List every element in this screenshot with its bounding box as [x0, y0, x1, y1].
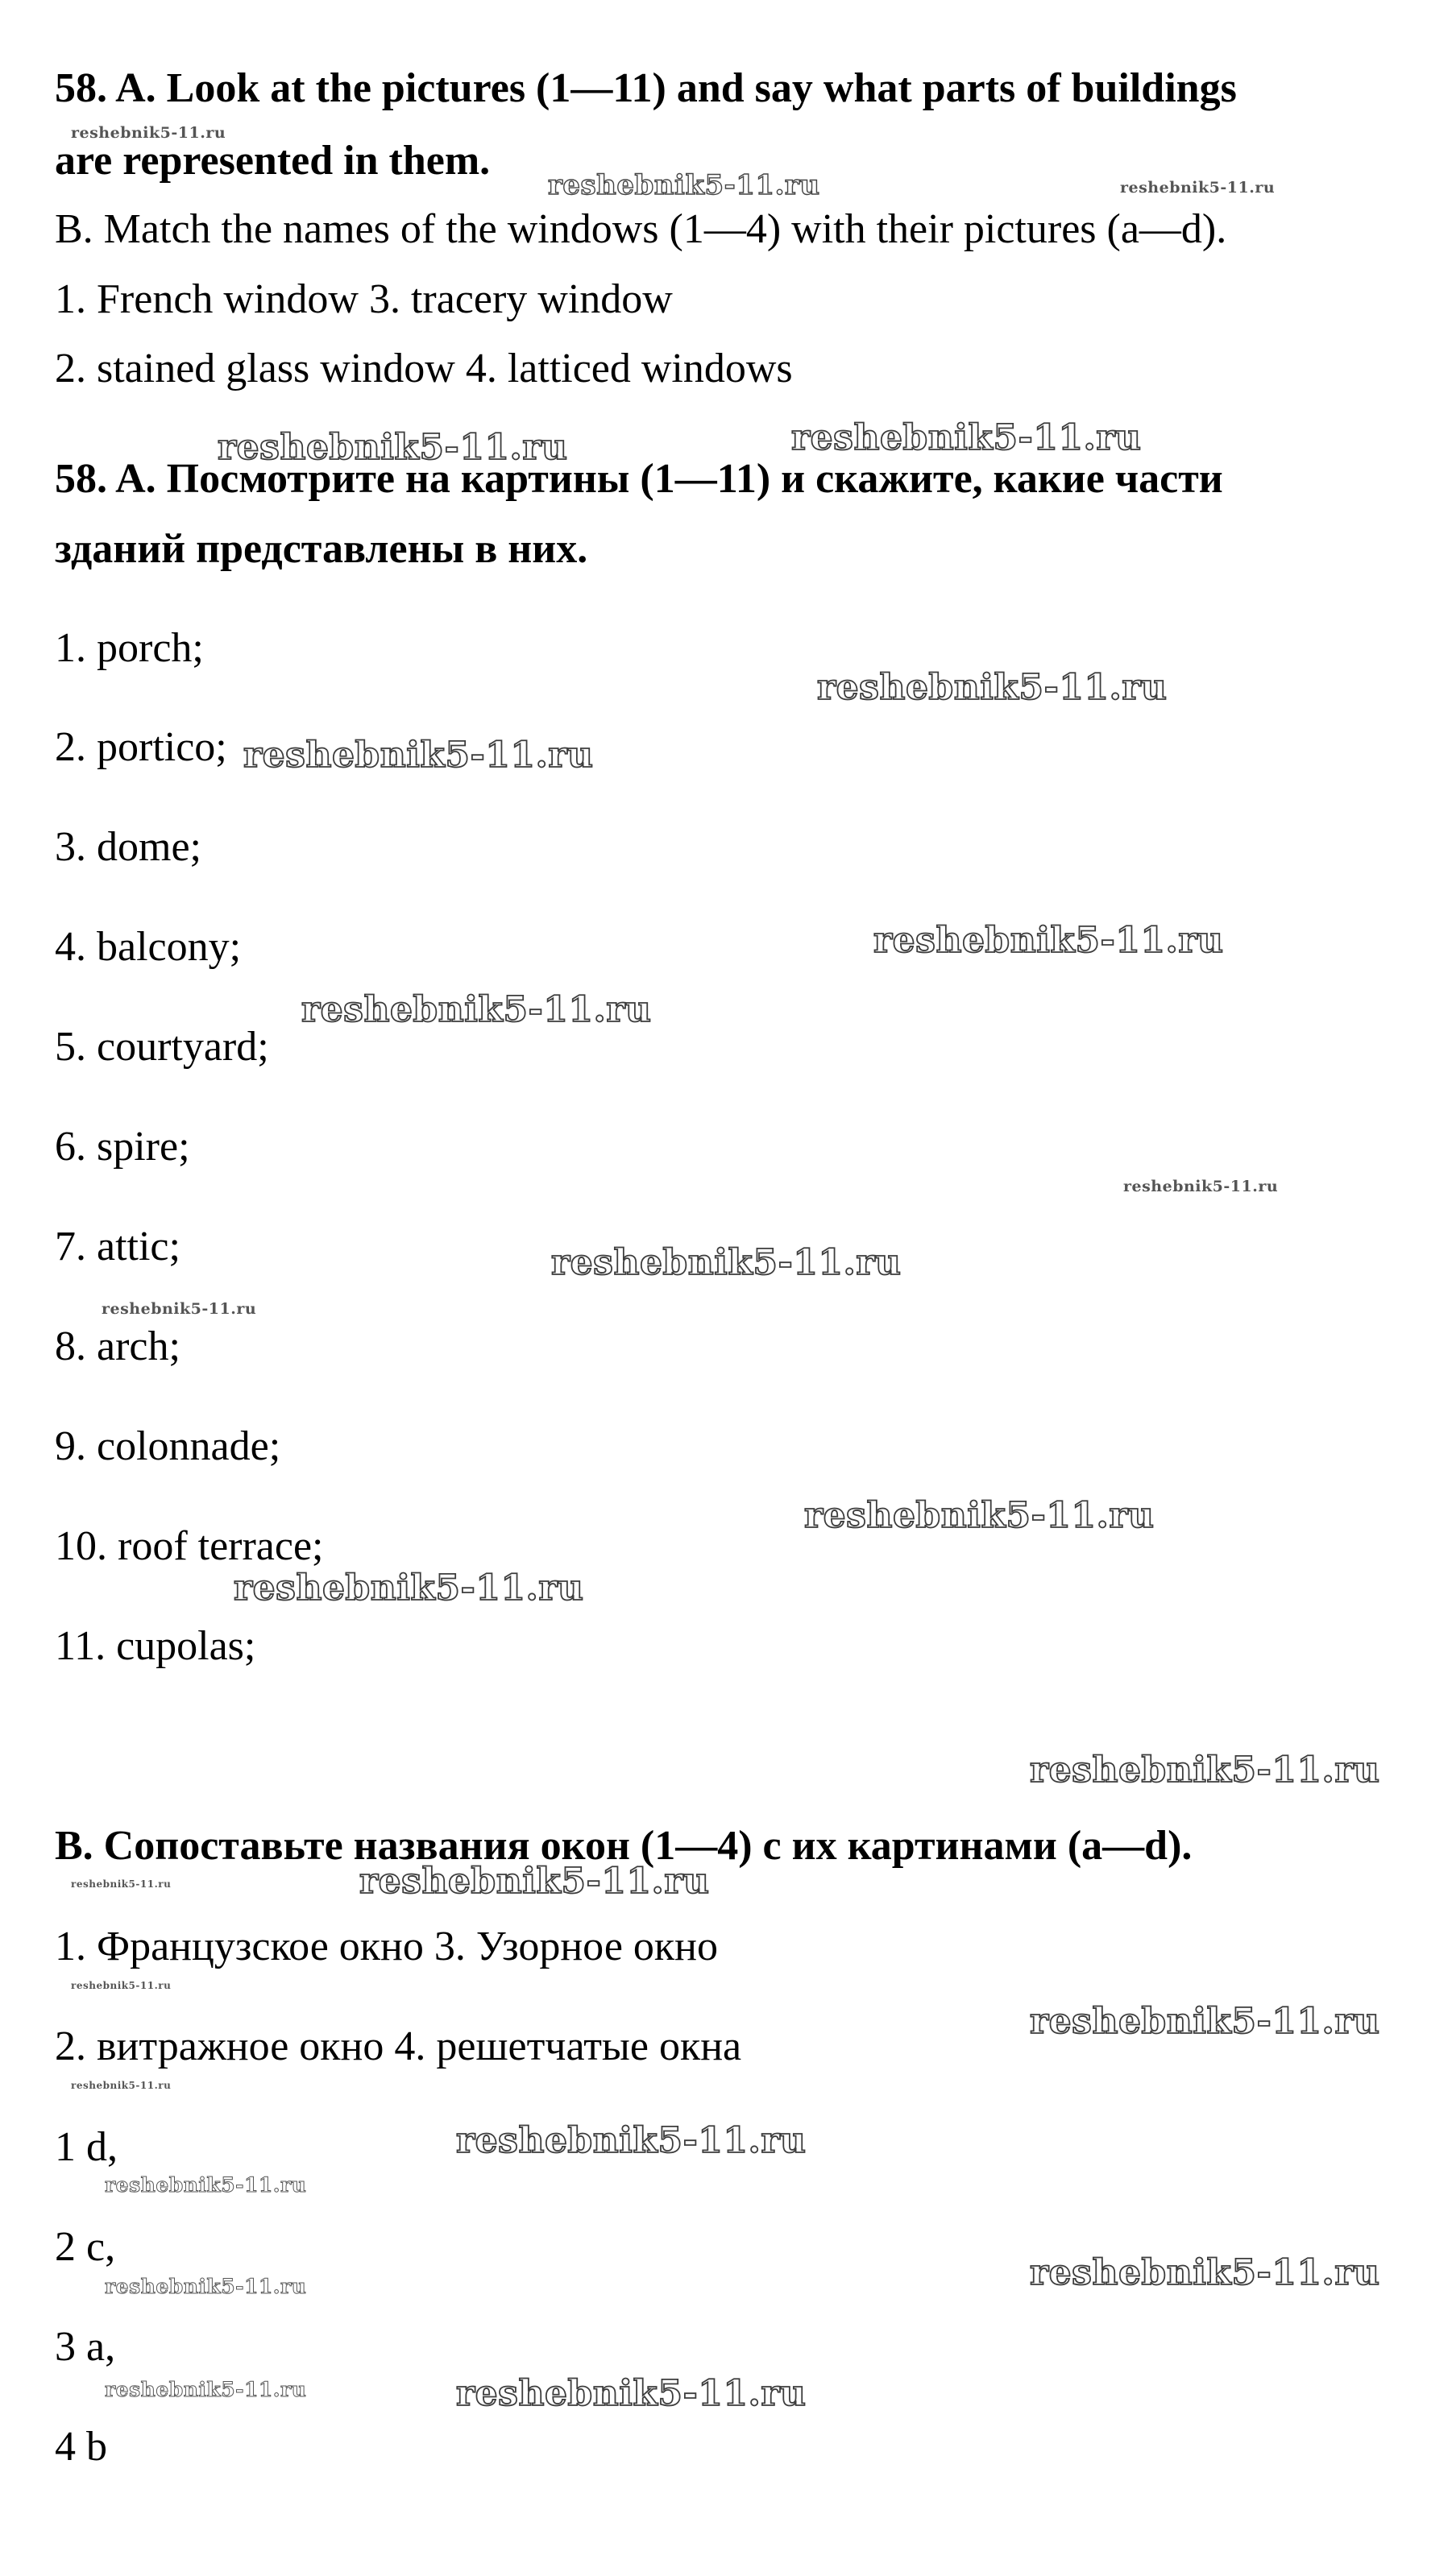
watermark: reshebnik5-11.ru — [218, 427, 568, 468]
watermark: reshebnik5-11.ru — [71, 124, 226, 142]
task-a-heading-line2: are represented in them. — [55, 138, 491, 184]
watermark: reshebnik5-11.ru — [243, 735, 594, 776]
watermark: reshebnik5-11.ru — [105, 2275, 307, 2298]
watermark: reshebnik5-11.ru — [234, 1568, 584, 1609]
watermark: reshebnik5-11.ru — [551, 1242, 902, 1283]
watermark: reshebnik5-11.ru — [873, 920, 1224, 961]
watermark: reshebnik5-11.ru — [105, 2173, 307, 2197]
watermark: reshebnik5-11.ru — [102, 1300, 257, 1318]
ru-task-a-heading-line1: 58. A. Посмотрите на картины (1—11) и скажите, какие части — [55, 456, 1223, 502]
window-names-line1: 1. French window 3. tracery window — [55, 276, 673, 322]
watermark: reshebnik5-11.ru — [105, 2378, 307, 2401]
watermark: reshebnik5-11.ru — [791, 417, 1142, 458]
answer-b-item: 3 a, — [55, 2324, 116, 2370]
answer-a-item: 3. dome; — [55, 824, 201, 870]
task-b-instruction: B. Match the names of the windows (1—4) with their pictures (a—d). — [55, 206, 1227, 252]
ru-task-a-heading-line2: зданий представлены в них. — [55, 526, 588, 572]
window-names-line2: 2. stained glass window 4. latticed windows — [55, 346, 793, 391]
answer-a-item: 8. arch; — [55, 1323, 180, 1369]
watermark: reshebnik5-11.ru — [456, 2120, 807, 2161]
answer-b-item: 1 d, — [55, 2124, 118, 2170]
watermark: reshebnik5-11.ru — [548, 169, 820, 201]
watermark: reshebnik5-11.ru — [71, 2080, 172, 2091]
ru-window-names-line1: 1. Французское окно 3. Узорное окно — [55, 1924, 718, 1969]
answer-a-item: 1. porch; — [55, 625, 204, 671]
watermark: reshebnik5-11.ru — [71, 1878, 172, 1890]
watermark: reshebnik5-11.ru — [1030, 1750, 1380, 1791]
answer-a-item: 10. roof terrace; — [55, 1523, 324, 1569]
ru-window-names-line2: 2. витражное окно 4. решетчатые окна — [55, 2023, 742, 2069]
answer-a-item: 7. attic; — [55, 1224, 180, 1269]
watermark: reshebnik5-11.ru — [1030, 2001, 1380, 2042]
answer-a-item: 11. cupolas; — [55, 1623, 256, 1669]
watermark: reshebnik5-11.ru — [1030, 2252, 1380, 2293]
watermark: reshebnik5-11.ru — [1123, 1178, 1279, 1195]
watermark: reshebnik5-11.ru — [456, 2373, 807, 2414]
watermark: reshebnik5-11.ru — [301, 989, 652, 1030]
task-a-heading-line1: 58. A. Look at the pictures (1—11) and say what parts of buildings — [55, 65, 1237, 111]
watermark: reshebnik5-11.ru — [1120, 179, 1276, 197]
answer-b-item: 2 c, — [55, 2224, 116, 2270]
watermark: reshebnik5-11.ru — [817, 667, 1168, 708]
answer-a-item: 5. courtyard; — [55, 1024, 269, 1070]
answer-a-item: 4. balcony; — [55, 924, 242, 970]
answer-a-item: 9. colonnade; — [55, 1423, 281, 1469]
answer-a-item: 2. portico; — [55, 724, 227, 770]
ru-task-b-heading: B. Сопоставьте названия окон (1—4) с их картинами (a—d). — [55, 1823, 1193, 1869]
watermark: reshebnik5-11.ru — [359, 1861, 710, 1902]
watermark: reshebnik5-11.ru — [804, 1495, 1155, 1536]
answer-b-item: 4 b — [55, 2424, 107, 2470]
watermark: reshebnik5-11.ru — [71, 1980, 172, 1991]
answer-a-item: 6. spire; — [55, 1124, 190, 1170]
